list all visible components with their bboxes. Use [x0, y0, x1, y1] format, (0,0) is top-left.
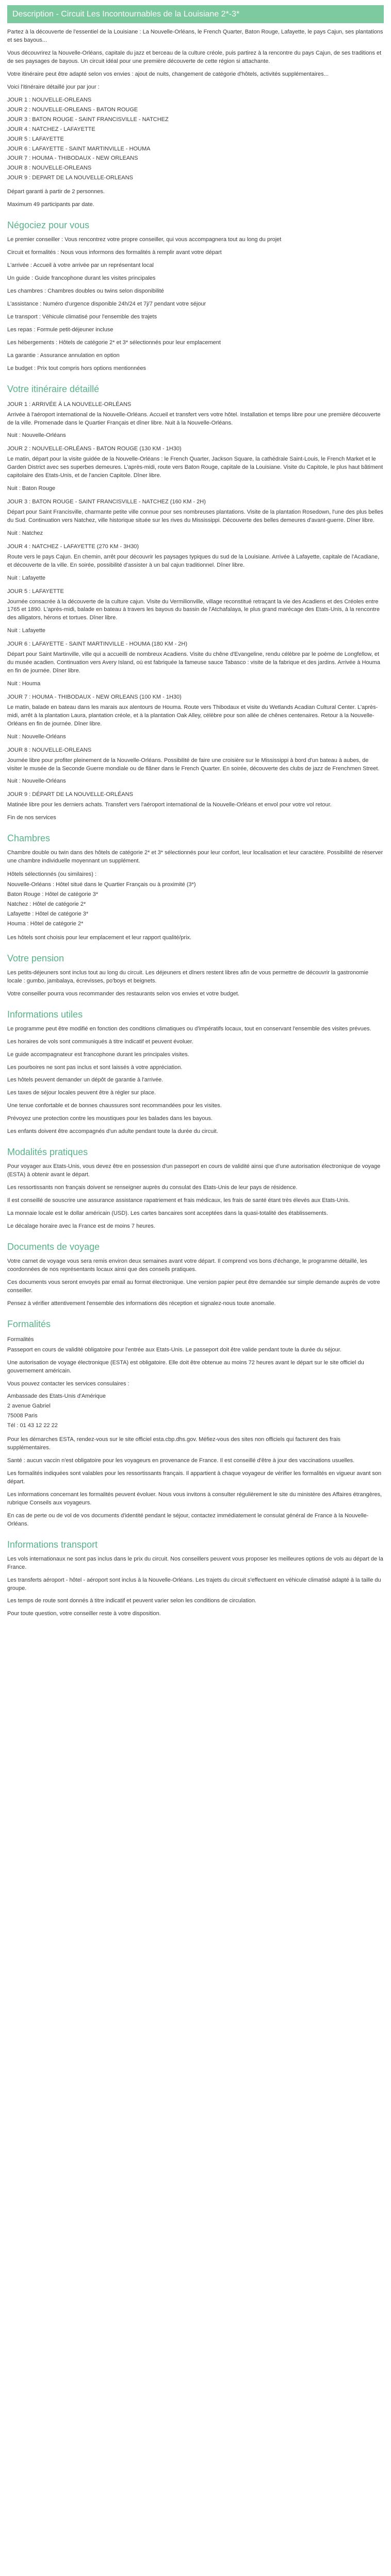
day-stay: Nuit : Lafayette — [7, 574, 45, 581]
modalites-paragraph: Le décalage horaire avec la France est de moins 7 heures. — [7, 1223, 155, 1229]
negociez-item: Le budget : Prix tout compris hors options mentionnées — [7, 365, 146, 371]
intro-day-item: JOUR 4 : NATCHEZ - LAFAYETTE — [7, 126, 95, 132]
formalites-paragraph: Les formalités indiquées sont valables pour les ressortissants français. Il appartient à chaque voyageur de vérifier les formalités en vigueur avant son départ. — [7, 1470, 382, 1485]
formalites-paragraph: Pour les démarches ESTA, rendez-vous sur le site officiel esta.cbp.dhs.gov. Méfiez-vous des sites non officiels qui facturent des frais supplémentaires. — [7, 1436, 341, 1451]
itinerary-day — [7, 543, 384, 583]
intro-day-item: JOUR 8 : NOUVELLE-ORLEANS — [7, 165, 92, 172]
section-title-formalites: Formalités — [7, 1318, 51, 1329]
day-text: Route vers le pays Cajun. En chemin, arrêt pour découvrir les paysages typiques du sud de la Louisiane. Arrivée à Lafayette, capitale de l'Acadiane, et découverte de la ville. En soirée, possibilité d'assister à un bal cajun traditionnel. Dîner libre. — [7, 553, 380, 568]
section-title-negociez: Négociez pour vous — [7, 220, 90, 231]
hotel-item: Natchez : Hôtel de catégorie 2* — [7, 901, 86, 907]
consulat-line: Ambassade des Etats-Unis d'Amérique — [7, 1393, 106, 1400]
documents-paragraph: Ces documents vous seront envoyés par email au format électronique. Une version papier peut être demandée sur simple demande auprès de votre conseiller. — [7, 1279, 380, 1294]
page-title: Description - Circuit Les Incontournables de la Louisiane 2*-3* — [7, 5, 384, 23]
consulat-line: 75008 Paris — [7, 1413, 38, 1419]
intro-paragraph: Voici l'itinéraire détaillé jour par jour : — [7, 83, 100, 90]
day-stay: Nuit : Nouvelle-Orléans — [7, 432, 66, 439]
negociez-item: Les repas : Formule petit-déjeuner incluse — [7, 326, 113, 333]
day-heading: JOUR 2 : NOUVELLE-ORLÉANS - BATON ROUGE (130 KM - 1H30) — [7, 446, 182, 452]
intro-paragraph: Départ garanti à partir de 2 personnes. — [7, 189, 105, 195]
negociez-item: Les chambres : Chambres doubles ou twins selon disponibilité — [7, 287, 164, 294]
intro-paragraph: Votre itinéraire peut être adapté selon vos envies : ajout de nuits, changement de catégorie d'hôtels, activités supplémentaires... — [7, 71, 329, 77]
day-heading: JOUR 7 : HOUMA - THIBODAUX - NEW ORLEANS (100 KM - 1H30) — [7, 693, 182, 700]
section-title-chambres: Chambres — [7, 833, 51, 844]
formalites-paragraph: Santé : aucun vaccin n'est obligatoire pour les voyageurs en provenance de France. Il est conseillé d'être à jour des vaccinations usuelles. — [7, 1458, 355, 1464]
intro-day-item: JOUR 2 : NOUVELLE-ORLEANS - BATON ROUGE — [7, 106, 138, 113]
intro-day-list — [7, 96, 384, 182]
chambres-paragraph: Chambre double ou twin dans des hôtels de catégorie 2* et 3* sélectionnés pour leur confort, leur localisation et leur caractère. Possibilité de réserver une chambre individuelle moyennant un supplément. — [7, 850, 383, 865]
infos-item: Les enfants doivent être accompagnés d'un adulte pendant toute la durée du circuit. — [7, 1128, 218, 1135]
intro-day-item: JOUR 3 : BATON ROUGE - SAINT FRANCISVILLE - NATCHEZ — [7, 116, 169, 123]
itinerary-day — [7, 498, 384, 538]
formalites-subhead: Formalités — [7, 1336, 34, 1343]
formalites-paragraph: Passeport en cours de validité obligatoire pour l'entrée aux Etats-Unis. Le passeport doit être valide pendant toute la durée du séjour. — [7, 1346, 341, 1353]
itinerary-day — [7, 401, 384, 440]
day-heading: JOUR 8 : NOUVELLE-ORLEANS — [7, 747, 92, 753]
section-title-modalites: Modalités pratiques — [7, 1147, 88, 1158]
negociez-list — [7, 236, 384, 372]
infos-item: Les horaires de vols sont communiqués à titre indicatif et peuvent évoluer. — [7, 1038, 193, 1045]
transport-paragraph: Pour toute question, votre conseiller reste à votre disposition. — [7, 1611, 161, 1617]
day-text: Départ pour Saint Francisville, charmante petite ville connue pour ses nombreuses plantations. Visite de la plantation Rosedown, l'une des plus belles du Sud. Continuation vers Natchez, ville historique située sur les rives du Mississippi. Découverte des belles demeures d'avant-guerre. Dîner libre. — [7, 509, 383, 523]
negociez-item: Les hébergements : Hôtels de catégorie 2* et 3* sélectionnés pour leur emplacement — [7, 339, 221, 346]
formalites-paragraph: Les informations concernant les formalités peuvent évoluer. Nous vous invitons à consulter régulièrement le site du ministère des Affaires étrangères, rubrique Conseils aux voyageurs. — [7, 1491, 382, 1506]
day-text: Journée consacrée à la découverte de la culture cajun. Visite du Vermilionville, village reconstitué retraçant la vie des Acadiens et des Créoles entre 1765 et 1890. L'après-midi, balade en bateau à travers les bayous du bassin de l'Atchafalaya, le plus grand marécage des Etats-Unis, à la rencontre des alligators, hérons et tortues. Dîner libre. — [7, 598, 380, 621]
day-stay: Nuit : Natchez — [7, 530, 43, 536]
itinerary-day — [7, 791, 384, 822]
day-heading: JOUR 5 : LAFAYETTE — [7, 588, 64, 595]
infos-item: Le programme peut être modifié en fonction des conditions climatiques ou d'impératifs locaux, tout en conservant l'ensemble des visites prévues. — [7, 1025, 371, 1032]
negociez-item: Un guide : Guide francophone durant les visites principales — [7, 275, 156, 282]
infos-list — [7, 1025, 384, 1136]
hotel-item: Houma : Hôtel de catégorie 2* — [7, 920, 84, 927]
pension-paragraph: Les petits-déjeuners sont inclus tout au long du circuit. Les déjeuners et dîners restent libres afin de vous permettre de découvrir la gastronomie locale : gumbo, jambalaya, écrevisses, po'boys et beignets. — [7, 969, 369, 984]
chambres-paragraph: Les hôtels sont choisis pour leur emplacement et leur rapport qualité/prix. — [7, 934, 192, 941]
day-text: Journée libre pour profiter pleinement de la Nouvelle-Orléans. Possibilité de faire une croisière sur le Mississippi à bord d'un bateau à aubes, de visiter le musée de la Seconde Guerre mondiale ou de flâner dans le French Quarter. En soirée, découverte des clubs de jazz de Frenchmen Street. — [7, 757, 380, 772]
documents-paragraph: Votre carnet de voyage vous sera remis environ deux semaines avant votre départ. Il comprend vos bons d'échange, le programme détaillé, les coordonnées de nos représentants locaux ainsi que des conseils pratiques. — [7, 1258, 367, 1273]
intro-paragraph: Maximum 49 participants par date. — [7, 201, 94, 208]
hotel-item: Lafayette : Hôtel de catégorie 3* — [7, 910, 89, 917]
day-stay: Nuit : Nouvelle-Orléans — [7, 778, 66, 785]
modalites-paragraph: Pour voyager aux Etats-Unis, vous devez être en possession d'un passeport en cours de validité ainsi que d'une autorisation électronique de voyage (ESTA) à obtenir avant le départ. — [7, 1163, 381, 1178]
hotel-list — [7, 881, 384, 928]
negociez-item: Circuit et formalités : Nous vous informons des formalités à remplir avant votre départ — [7, 249, 222, 256]
itinerary-day — [7, 693, 384, 741]
infos-item: Prévoyez une protection contre les moustiques pour les balades dans les bayous. — [7, 1115, 213, 1122]
day-stay: Nuit : Baton Rouge — [7, 485, 55, 492]
day-text: Arrivée à l'aéroport international de la Nouvelle-Orléans. Accueil et transfert vers votre hôtel. Installation et temps libre pour une première découverte de la ville. Promenade dans le Quartier Français et dîner libre. Nuit à la Nouvelle-Orléans. — [7, 411, 381, 426]
intro-day-item: JOUR 7 : HOUMA - THIBODAUX - NEW ORLEANS — [7, 155, 138, 162]
day-stay: Nuit : Nouvelle-Orléans — [7, 733, 66, 740]
transport-paragraph: Les transferts aéroport - hôtel - aéroport sont inclus à la Nouvelle-Orléans. Les trajets du circuit s'effectuent en véhicule climatisé adapté à la taille du groupe. — [7, 1577, 381, 1591]
itinerary — [7, 401, 384, 823]
modalites-paragraph: La monnaie locale est le dollar américain (USD). Les cartes bancaires sont acceptées dans la quasi-totalité des établissements. — [7, 1210, 328, 1216]
day-text: Le matin, départ pour la visite guidée de la Nouvelle-Orléans : le French Quarter, Jackson Square, la cathédrale Saint-Louis, le French Market et le Garden District avec ses superbes demeures. L'après-midi, route vers Baton Rouge, capitale de la Louisiane. Visite du Capitole, le plus haut bâtiment capitolaire des Etats-Unis, et de l'ancien Capitole. Dîner libre. — [7, 456, 383, 479]
modalites-paragraph: Il est conseillé de souscrire une assurance assistance rapatriement et frais médicaux, les frais de santé étant très élevés aux Etats-Unis. — [7, 1197, 350, 1204]
intro-paragraph: Partez à la découverte de l'essentiel de la Louisiane : La Nouvelle-Orléans, le French Quarter, Baton Rouge, Lafayette, le pays Cajun, ses plantations et ses bayous... — [7, 29, 383, 44]
itinerary-day — [7, 588, 384, 636]
chambres-subhead: Hôtels sélectionnés (ou similaires) : — [7, 871, 97, 878]
day-heading: JOUR 4 : NATCHEZ - LAFAYETTE (270 KM - 3H30) — [7, 543, 139, 550]
consulat-line: Tél : 01 43 12 22 22 — [7, 1422, 58, 1429]
day-text: Le matin, balade en bateau dans les marais aux alentours de Houma. Route vers Thibodaux et visite du Wetlands Acadian Cultural Center. L'après-midi, arrêt à la plantation Laura, plantation créole, et à la plantation Oak Alley, célèbre pour son allée de chênes centenaires. Retour à la Nouvelle-Orléans en fin de journée. Dîner libre. — [7, 704, 378, 727]
negociez-item: Le premier conseiller : Vous rencontrez votre propre conseiller, qui vous accompagnera tout au long du projet — [7, 236, 282, 243]
intro-day-item: JOUR 5 : LAFAYETTE — [7, 135, 64, 142]
day-heading: JOUR 3 : BATON ROUGE - SAINT FRANCISVILLE - NATCHEZ (160 KM - 2H) — [7, 499, 206, 505]
pension-paragraph: Votre conseiller pourra vous recommander des restaurants selon vos envies et votre budget. — [7, 990, 240, 997]
itinerary-day — [7, 747, 384, 786]
intro-day-item: JOUR 9 : DEPART DE LA NOUVELLE-ORLEANS — [7, 175, 133, 181]
negociez-item: L'assistance : Numéro d'urgence disponible 24h/24 et 7j/7 pendant votre séjour — [7, 300, 206, 307]
consulat-line: 2 avenue Gabriel — [7, 1403, 51, 1410]
negociez-item: Le transport : Véhicule climatisé pour l'ensemble des trajets — [7, 313, 157, 320]
day-heading: JOUR 6 : LAFAYETTE - SAINT MARTINVILLE - HOUMA (180 KM - 2H) — [7, 641, 188, 648]
day-stay: Nuit : Houma — [7, 681, 41, 687]
section-title-transport: Informations transport — [7, 1539, 98, 1550]
infos-item: Le guide accompagnateur est francophone durant les principales visites. — [7, 1051, 189, 1058]
intro-day-item: JOUR 6 : LAFAYETTE - SAINT MARTINVILLE - HOUMA — [7, 145, 151, 152]
formalites-paragraph: Vous pouvez contacter les services consulaires : — [7, 1380, 129, 1387]
formalites-paragraph: En cas de perte ou de vol de vos documents d'identité pendant le séjour, contactez immédiatement le consulat général de France à la Nouvelle-Orléans. — [7, 1512, 369, 1527]
day-stay: Nuit : Lafayette — [7, 628, 45, 634]
transport-paragraph: Les vols internationaux ne sont pas inclus dans le prix du circuit. Nos conseillers peuvent vous proposer les meilleures options de vols au départ de la France. — [7, 1555, 383, 1570]
hotel-item: Nouvelle-Orléans : Hôtel situé dans le Quartier Français ou à proximité (3*) — [7, 882, 196, 888]
day-heading: JOUR 9 : DÉPART DE LA NOUVELLE-ORLÉANS — [7, 791, 133, 798]
section-title-pension: Votre pension — [7, 953, 64, 963]
infos-item: Les hôtels peuvent demander un dépôt de garantie à l'arrivée. — [7, 1077, 164, 1083]
intro-paragraph: Vous découvrirez la Nouvelle-Orléans, capitale du jazz et berceau de la culture créole, puis partirez à la rencontre du pays Cajun, de ses traditions et de ses paysages de bayous. Un circuit idéal pour une première découverte de cette région si attachante. — [7, 50, 382, 64]
consulat-address — [7, 1393, 384, 1430]
day-text: Matinée libre pour les derniers achats. Transfert vers l'aéroport international de la Nouvelle-Orléans et envol pour votre vol retour. — [7, 802, 332, 808]
intro-day-item: JOUR 1 : NOUVELLE-ORLEANS — [7, 96, 92, 103]
day-stay: Fin de nos services — [7, 815, 56, 821]
infos-item: Une tenue confortable et de bonnes chaussures sont recommandées pour les visites. — [7, 1103, 222, 1109]
infos-item: Les pourboires ne sont pas inclus et sont laissés à votre appréciation. — [7, 1064, 183, 1071]
day-heading: JOUR 1 : ARRIVÉE À LA NOUVELLE-ORLÉANS — [7, 401, 132, 408]
transport-paragraph: Les temps de route sont donnés à titre indicatif et peuvent varier selon les conditions de circulation. — [7, 1598, 257, 1604]
day-text: Départ pour Saint Martinville, ville qui a accueilli de nombreux Acadiens. Visite du chêne d'Evangeline, rendu célèbre par le poème de Longfellow, et du musée acadien. Continuation vers Avery Island, où est fabriquée la fameuse sauce Tabasco : visite de la fabrique et des jardins. Arrivée à Houma en fin de journée. Dîner libre. — [7, 651, 380, 674]
negociez-item: La garantie : Assurance annulation en option — [7, 352, 120, 359]
modalites-paragraph: Les ressortissants non français doivent se renseigner auprès du consulat des Etats-Unis de leur pays de résidence. — [7, 1184, 298, 1191]
negociez-item: L'arrivée : Accueil à votre arrivée par un représentant local — [7, 262, 154, 269]
hotel-item: Baton Rouge : Hôtel de catégorie 3* — [7, 891, 99, 898]
documents-paragraph: Pensez à vérifier attentivement l'ensemble des informations dès réception et signalez-nous toute anomalie. — [7, 1300, 276, 1307]
section-title-documents: Documents de voyage — [7, 1241, 100, 1252]
section-title-infos-utiles: Informations utiles — [7, 1009, 83, 1020]
section-title-itineraire: Votre itinéraire détaillé — [7, 383, 100, 394]
itinerary-day — [7, 445, 384, 493]
infos-item: Les taxes de séjour locales peuvent être à régler sur place. — [7, 1090, 156, 1096]
formalites-paragraph: Une autorisation de voyage électronique (ESTA) est obligatoire. Elle doit être obtenue au moins 72 heures avant le départ sur le site officiel du gouvernement américain. — [7, 1359, 364, 1374]
itinerary-day — [7, 640, 384, 688]
